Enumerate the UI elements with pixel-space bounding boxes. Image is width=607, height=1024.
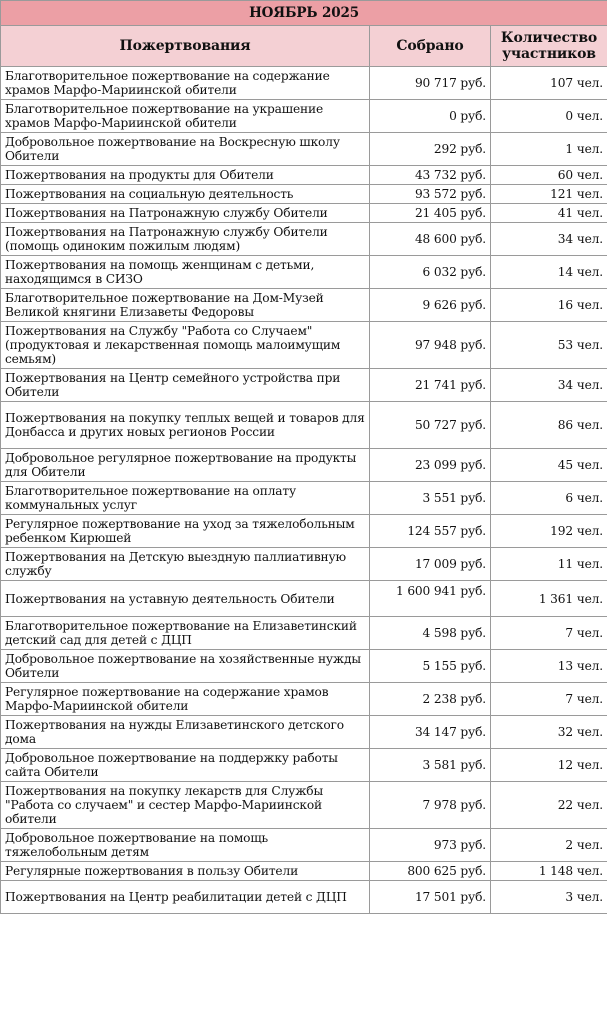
participants-count: 11 чел. <box>491 548 607 581</box>
collected-amount: 43 732 руб. <box>370 166 491 185</box>
participants-count: 41 чел. <box>491 204 607 223</box>
title-row <box>1 1 607 26</box>
donation-name: Добровольное регулярное пожертвование на продукты для Обители <box>1 449 370 482</box>
collected-amount: 23 099 руб. <box>370 449 491 482</box>
participants-count: 1 чел. <box>491 133 607 166</box>
table-row <box>1 166 607 185</box>
column-header-participants: Количество участников <box>491 26 607 67</box>
donation-name: Пожертвования на Патронажную службу Обители <box>1 204 370 223</box>
table-row <box>1 369 607 402</box>
donation-name: Благотворительное пожертвование на оплату коммунальных услуг <box>1 482 370 515</box>
donation-name: Добровольное пожертвование на помощь тяжелобольным детям <box>1 829 370 862</box>
collected-amount: 4 598 руб. <box>370 617 491 650</box>
participants-count: 45 чел. <box>491 449 607 482</box>
collected-amount: 1 600 941 руб. <box>370 581 491 617</box>
collected-amount: 17 501 руб. <box>370 881 491 914</box>
table-row <box>1 581 607 617</box>
participants-count: 1 361 чел. <box>491 581 607 617</box>
donation-name: Пожертвования на Детскую выездную паллиативную службу <box>1 548 370 581</box>
table-row <box>1 256 607 289</box>
donation-name: Пожертвования на нужды Елизаветинского детского дома <box>1 716 370 749</box>
collected-amount: 5 155 руб. <box>370 650 491 683</box>
table-row <box>1 204 607 223</box>
participants-count: 7 чел. <box>491 683 607 716</box>
participants-count: 7 чел. <box>491 617 607 650</box>
participants-count: 32 чел. <box>491 716 607 749</box>
table-row <box>1 402 607 449</box>
collected-amount: 21 405 руб. <box>370 204 491 223</box>
donation-name: Пожертвования на Центр семейного устройства при Обители <box>1 369 370 402</box>
table-row <box>1 862 607 881</box>
collected-amount: 34 147 руб. <box>370 716 491 749</box>
donation-name: Пожертвования на помощь женщинам с детьми, находящимся в СИЗО <box>1 256 370 289</box>
participants-count: 1 148 чел. <box>491 862 607 881</box>
table-row <box>1 223 607 256</box>
participants-count: 86 чел. <box>491 402 607 449</box>
participants-count: 34 чел. <box>491 223 607 256</box>
donation-name: Благотворительное пожертвование на Дом-Музей Великой княгини Елизаветы Федоровы <box>1 289 370 322</box>
donation-name: Пожертвования на продукты для Обители <box>1 166 370 185</box>
donation-name: Пожертвования на Службу "Работа со Случаем" (продуктовая и лекарственная помощь малоимущим семьям) <box>1 322 370 369</box>
donation-name: Благотворительное пожертвование на Елизаветинский детский сад для детей с ДЦП <box>1 617 370 650</box>
table-row <box>1 829 607 862</box>
collected-amount: 17 009 руб. <box>370 548 491 581</box>
table-row <box>1 881 607 914</box>
table-row <box>1 100 607 133</box>
collected-amount: 50 727 руб. <box>370 402 491 449</box>
collected-amount: 48 600 руб. <box>370 223 491 256</box>
collected-amount: 3 551 руб. <box>370 482 491 515</box>
collected-amount: 800 625 руб. <box>370 862 491 881</box>
donation-name: Пожертвования на покупку лекарств для Службы "Работа со случаем" и сестер Марфо-Мариинской обители <box>1 782 370 829</box>
donation-name: Пожертвования на Патронажную службу Обители (помощь одиноким пожилым людям) <box>1 223 370 256</box>
donation-name: Регулярные пожертвования в пользу Обители <box>1 862 370 881</box>
header-row <box>1 26 607 67</box>
table-row <box>1 67 607 100</box>
participants-count: 121 чел. <box>491 185 607 204</box>
table-row <box>1 289 607 322</box>
collected-amount: 292 руб. <box>370 133 491 166</box>
participants-count: 14 чел. <box>491 256 607 289</box>
table-row <box>1 683 607 716</box>
table-row <box>1 449 607 482</box>
table-row <box>1 749 607 782</box>
donation-name: Пожертвования на покупку теплых вещей и товаров для Донбасса и других новых регионов России <box>1 402 370 449</box>
collected-amount: 21 741 руб. <box>370 369 491 402</box>
participants-count: 2 чел. <box>491 829 607 862</box>
table-row <box>1 548 607 581</box>
participants-count: 34 чел. <box>491 369 607 402</box>
participants-count: 3 чел. <box>491 881 607 914</box>
participants-count: 13 чел. <box>491 650 607 683</box>
participants-count: 16 чел. <box>491 289 607 322</box>
collected-amount: 9 626 руб. <box>370 289 491 322</box>
donation-name: Добровольное пожертвование на хозяйственные нужды Обители <box>1 650 370 683</box>
donation-name: Благотворительное пожертвование на содержание храмов Марфо-Мариинской обители <box>1 67 370 100</box>
collected-amount: 124 557 руб. <box>370 515 491 548</box>
table-row <box>1 322 607 369</box>
donation-name: Пожертвования на социальную деятельность <box>1 185 370 204</box>
collected-amount: 2 238 руб. <box>370 683 491 716</box>
collected-amount: 97 948 руб. <box>370 322 491 369</box>
donation-name: Пожертвования на Центр реабилитации детей с ДЦП <box>1 881 370 914</box>
collected-amount: 93 572 руб. <box>370 185 491 204</box>
participants-count: 22 чел. <box>491 782 607 829</box>
participants-count: 53 чел. <box>491 322 607 369</box>
donation-name: Регулярное пожертвование на уход за тяжелобольным ребенком Кирюшей <box>1 515 370 548</box>
table-row <box>1 650 607 683</box>
collected-amount: 6 032 руб. <box>370 256 491 289</box>
participants-count: 0 чел. <box>491 100 607 133</box>
donation-name: Пожертвования на уставную деятельность Обители <box>1 581 370 617</box>
participants-count: 12 чел. <box>491 749 607 782</box>
table-row <box>1 133 607 166</box>
participants-count: 6 чел. <box>491 482 607 515</box>
column-header-donations: Пожертвования <box>1 26 370 67</box>
donation-name: Регулярное пожертвование на содержание храмов Марфо-Мариинской обители <box>1 683 370 716</box>
participants-count: 60 чел. <box>491 166 607 185</box>
table-row <box>1 482 607 515</box>
collected-amount: 90 717 руб. <box>370 67 491 100</box>
table-row <box>1 782 607 829</box>
participants-count: 192 чел. <box>491 515 607 548</box>
table-row <box>1 617 607 650</box>
collected-amount: 973 руб. <box>370 829 491 862</box>
collected-amount: 7 978 руб. <box>370 782 491 829</box>
table-row <box>1 185 607 204</box>
participants-count: 107 чел. <box>491 67 607 100</box>
donation-name: Благотворительное пожертвование на украшение храмов Марфо-Мариинской обители <box>1 100 370 133</box>
column-header-collected: Собрано <box>370 26 491 67</box>
table-title: НОЯБРЬ 2025 <box>1 1 607 26</box>
table-row <box>1 716 607 749</box>
donation-name: Добровольное пожертвование на поддержку работы сайта Обители <box>1 749 370 782</box>
collected-amount: 3 581 руб. <box>370 749 491 782</box>
collected-amount: 0 руб. <box>370 100 491 133</box>
donation-name: Добровольное пожертвование на Воскресную школу Обители <box>1 133 370 166</box>
table-row <box>1 515 607 548</box>
